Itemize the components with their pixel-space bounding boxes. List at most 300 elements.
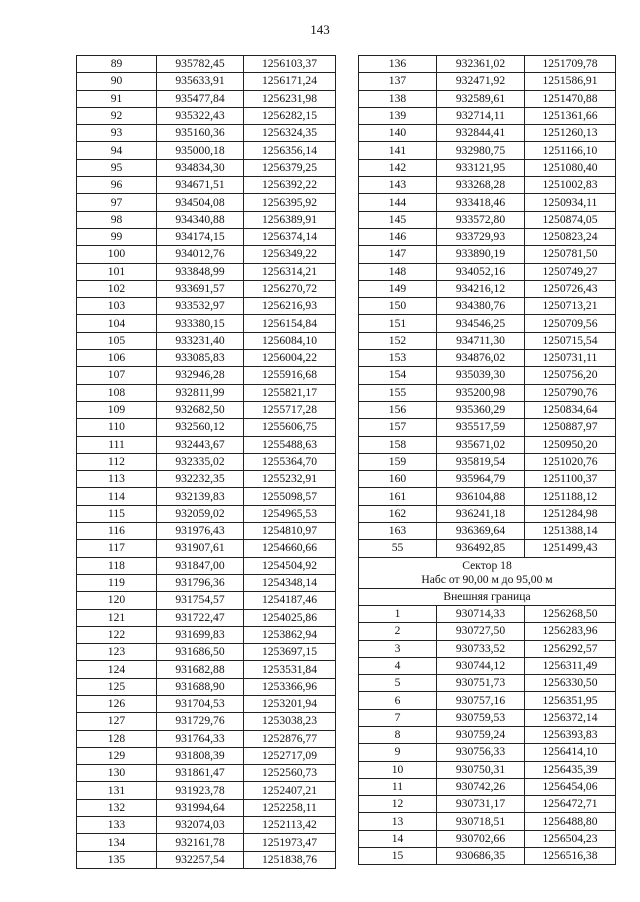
x-coordinate: 931994,64	[157, 799, 244, 816]
y-coordinate: 1255821,17	[244, 384, 336, 401]
x-coordinate: 931688,90	[157, 678, 244, 695]
y-coordinate: 1256374,14	[244, 228, 336, 245]
table-row	[359, 280, 616, 297]
point-number: 98	[77, 211, 157, 228]
y-coordinate: 1255488,63	[244, 436, 336, 453]
table-row	[359, 177, 616, 194]
table-row	[77, 678, 336, 695]
table-row	[77, 834, 336, 851]
table-row	[359, 540, 616, 557]
table-row	[77, 540, 336, 557]
y-coordinate: 1251973,47	[244, 834, 336, 851]
point-number: 2	[359, 623, 437, 640]
table-row	[359, 657, 616, 674]
table-row	[359, 848, 616, 865]
point-number: 139	[359, 107, 437, 124]
y-coordinate: 1250709,56	[525, 315, 616, 332]
table-row	[359, 744, 616, 761]
x-coordinate: 935360,29	[437, 401, 525, 418]
boundary-header-row	[359, 588, 616, 605]
x-coordinate: 930727,50	[437, 623, 525, 640]
x-coordinate: 932946,28	[157, 367, 244, 384]
point-number: 94	[77, 142, 157, 159]
y-coordinate: 1252717,09	[244, 747, 336, 764]
y-coordinate: 1250726,43	[525, 280, 616, 297]
x-coordinate: 935000,18	[157, 142, 244, 159]
y-coordinate: 1250823,24	[525, 228, 616, 245]
point-number: 3	[359, 640, 437, 657]
x-coordinate: 932811,99	[157, 384, 244, 401]
x-coordinate: 930759,53	[437, 709, 525, 726]
y-coordinate: 1251838,76	[244, 851, 336, 868]
point-number: 118	[77, 557, 157, 574]
table-row	[77, 453, 336, 470]
x-coordinate: 932361,02	[437, 56, 525, 73]
x-coordinate: 932074,03	[157, 817, 244, 834]
x-coordinate: 932471,92	[437, 73, 525, 90]
point-number: 148	[359, 263, 437, 280]
y-coordinate: 1250749,27	[525, 263, 616, 280]
y-coordinate: 1256268,50	[525, 605, 616, 622]
point-number: 115	[77, 505, 157, 522]
y-coordinate: 1250781,50	[525, 246, 616, 263]
point-number: 8	[359, 726, 437, 743]
point-number: 90	[77, 73, 157, 90]
point-number: 144	[359, 194, 437, 211]
table-row	[77, 419, 336, 436]
point-number: 152	[359, 332, 437, 349]
point-number: 138	[359, 90, 437, 107]
point-number: 11	[359, 778, 437, 795]
point-number: 9	[359, 744, 437, 761]
table-row	[359, 332, 616, 349]
point-number: 101	[77, 263, 157, 280]
point-number: 141	[359, 142, 437, 159]
table-row	[77, 747, 336, 764]
point-number: 92	[77, 107, 157, 124]
y-coordinate: 1250731,11	[525, 350, 616, 367]
y-coordinate: 1256154,84	[244, 315, 336, 332]
table-row	[359, 384, 616, 401]
point-number: 116	[77, 523, 157, 540]
point-number: 126	[77, 695, 157, 712]
x-coordinate: 931754,57	[157, 592, 244, 609]
x-coordinate: 934012,76	[157, 246, 244, 263]
table-row	[359, 778, 616, 795]
x-coordinate: 935322,43	[157, 107, 244, 124]
y-coordinate: 1251166,10	[525, 142, 616, 159]
point-number: 103	[77, 298, 157, 315]
y-coordinate: 1256454,06	[525, 778, 616, 795]
sector-header-row	[359, 557, 616, 588]
table-row	[359, 315, 616, 332]
point-number: 55	[359, 540, 437, 557]
point-number: 125	[77, 678, 157, 695]
x-coordinate: 934876,02	[437, 350, 525, 367]
sector-height-range: Набс от 90,00 м до 95,00 м	[421, 572, 553, 586]
point-number: 110	[77, 419, 157, 436]
point-number: 136	[359, 56, 437, 73]
x-coordinate: 930731,17	[437, 796, 525, 813]
x-coordinate: 931729,76	[157, 713, 244, 730]
x-coordinate: 931808,39	[157, 747, 244, 764]
table-row	[77, 799, 336, 816]
x-coordinate: 935477,84	[157, 90, 244, 107]
x-coordinate: 933572,80	[437, 211, 525, 228]
x-coordinate: 933268,28	[437, 177, 525, 194]
table-row	[77, 367, 336, 384]
table-row	[77, 436, 336, 453]
x-coordinate: 935964,79	[437, 471, 525, 488]
table-row	[77, 211, 336, 228]
y-coordinate: 1255916,68	[244, 367, 336, 384]
y-coordinate: 1250887,97	[525, 419, 616, 436]
x-coordinate: 930733,52	[437, 640, 525, 657]
point-number: 149	[359, 280, 437, 297]
page-number: 143	[310, 22, 330, 37]
y-coordinate: 1255717,28	[244, 401, 336, 418]
y-coordinate: 1256392,22	[244, 177, 336, 194]
table-row	[359, 830, 616, 847]
table-row	[77, 557, 336, 574]
table-row	[77, 228, 336, 245]
point-number: 14	[359, 830, 437, 847]
point-number: 108	[77, 384, 157, 401]
table-row	[77, 592, 336, 609]
x-coordinate: 932682,50	[157, 401, 244, 418]
point-number: 114	[77, 488, 157, 505]
point-number: 143	[359, 177, 437, 194]
table-row	[359, 675, 616, 692]
point-number: 129	[77, 747, 157, 764]
point-number: 112	[77, 453, 157, 470]
y-coordinate: 1251470,88	[525, 90, 616, 107]
point-number: 10	[359, 761, 437, 778]
point-number: 124	[77, 661, 157, 678]
table-row	[77, 782, 336, 799]
table-row	[77, 280, 336, 297]
x-coordinate: 930718,51	[437, 813, 525, 830]
y-coordinate: 1256270,72	[244, 280, 336, 297]
x-coordinate: 935517,59	[437, 419, 525, 436]
x-coordinate: 934711,30	[437, 332, 525, 349]
point-number: 117	[77, 540, 157, 557]
table-row	[77, 401, 336, 418]
x-coordinate: 934504,08	[157, 194, 244, 211]
x-coordinate: 931682,88	[157, 661, 244, 678]
point-number: 163	[359, 523, 437, 540]
x-coordinate: 936241,18	[437, 505, 525, 522]
table-row	[77, 56, 336, 73]
y-coordinate: 1256292,57	[525, 640, 616, 657]
point-number: 104	[77, 315, 157, 332]
y-coordinate: 1254810,97	[244, 523, 336, 540]
point-number: 121	[77, 609, 157, 626]
point-number: 137	[359, 73, 437, 90]
y-coordinate: 1256389,91	[244, 211, 336, 228]
y-coordinate: 1256231,98	[244, 90, 336, 107]
table-row	[77, 765, 336, 782]
sector-title: Сектор 18	[462, 558, 512, 572]
point-number: 100	[77, 246, 157, 263]
y-coordinate: 1253697,15	[244, 644, 336, 661]
point-number: 4	[359, 657, 437, 674]
y-coordinate: 1256504,23	[525, 830, 616, 847]
point-number: 151	[359, 315, 437, 332]
x-coordinate: 930759,24	[437, 726, 525, 743]
table-row	[359, 453, 616, 470]
x-coordinate: 934834,30	[157, 159, 244, 176]
point-number: 147	[359, 246, 437, 263]
y-coordinate: 1256216,93	[244, 298, 336, 315]
y-coordinate: 1254187,46	[244, 592, 336, 609]
x-coordinate: 932980,75	[437, 142, 525, 159]
x-coordinate: 932161,78	[157, 834, 244, 851]
y-coordinate: 1256349,22	[244, 246, 336, 263]
y-coordinate: 1250934,11	[525, 194, 616, 211]
table-row	[359, 605, 616, 622]
point-number: 150	[359, 298, 437, 315]
x-coordinate: 931722,47	[157, 609, 244, 626]
y-coordinate: 1253366,96	[244, 678, 336, 695]
x-coordinate: 935200,98	[437, 384, 525, 401]
point-number: 109	[77, 401, 157, 418]
table-row	[359, 142, 616, 159]
x-coordinate: 931861,47	[157, 765, 244, 782]
point-number: 131	[77, 782, 157, 799]
point-number: 1	[359, 605, 437, 622]
y-coordinate: 1250950,20	[525, 436, 616, 453]
table-row	[77, 298, 336, 315]
point-number: 5	[359, 675, 437, 692]
x-coordinate: 932589,61	[437, 90, 525, 107]
x-coordinate: 934052,16	[437, 263, 525, 280]
table-row	[359, 640, 616, 657]
table-row	[77, 817, 336, 834]
y-coordinate: 1251284,98	[525, 505, 616, 522]
point-number: 157	[359, 419, 437, 436]
table-row	[77, 350, 336, 367]
point-number: 160	[359, 471, 437, 488]
x-coordinate: 930714,33	[437, 605, 525, 622]
table-row	[359, 159, 616, 176]
y-coordinate: 1251709,78	[525, 56, 616, 73]
x-coordinate: 933121,95	[437, 159, 525, 176]
x-coordinate: 935039,30	[437, 367, 525, 384]
y-coordinate: 1251100,37	[525, 471, 616, 488]
x-coordinate: 935633,91	[157, 73, 244, 90]
table-row	[359, 125, 616, 142]
y-coordinate: 1252560,73	[244, 765, 336, 782]
point-number: 102	[77, 280, 157, 297]
table-row	[77, 851, 336, 868]
y-coordinate: 1256379,25	[244, 159, 336, 176]
y-coordinate: 1256324,35	[244, 125, 336, 142]
y-coordinate: 1256395,92	[244, 194, 336, 211]
y-coordinate: 1251388,14	[525, 523, 616, 540]
point-number: 127	[77, 713, 157, 730]
point-number: 133	[77, 817, 157, 834]
y-coordinate: 1251361,66	[525, 107, 616, 124]
x-coordinate: 935782,45	[157, 56, 244, 73]
y-coordinate: 1250715,54	[525, 332, 616, 349]
y-coordinate: 1256311,49	[525, 657, 616, 674]
x-coordinate: 931686,50	[157, 644, 244, 661]
point-number: 162	[359, 505, 437, 522]
point-number: 158	[359, 436, 437, 453]
point-number: 134	[77, 834, 157, 851]
y-coordinate: 1256393,83	[525, 726, 616, 743]
table-row	[359, 246, 616, 263]
coordinates-table-left	[76, 55, 336, 869]
point-number: 93	[77, 125, 157, 142]
point-number: 140	[359, 125, 437, 142]
table-row	[77, 384, 336, 401]
x-coordinate: 933085,83	[157, 350, 244, 367]
table-row	[77, 644, 336, 661]
y-coordinate: 1250834,64	[525, 401, 616, 418]
point-number: 12	[359, 796, 437, 813]
y-coordinate: 1255098,57	[244, 488, 336, 505]
y-coordinate: 1256283,96	[525, 623, 616, 640]
table-row	[359, 436, 616, 453]
table-row	[77, 574, 336, 591]
table-row	[77, 332, 336, 349]
table-row	[359, 813, 616, 830]
point-number: 99	[77, 228, 157, 245]
y-coordinate: 1250790,76	[525, 384, 616, 401]
point-number: 13	[359, 813, 437, 830]
table-row	[77, 246, 336, 263]
x-coordinate: 933890,19	[437, 246, 525, 263]
x-coordinate: 931704,53	[157, 695, 244, 712]
x-coordinate: 932844,41	[437, 125, 525, 142]
y-coordinate: 1251586,91	[525, 73, 616, 90]
x-coordinate: 936369,64	[437, 523, 525, 540]
point-number: 105	[77, 332, 157, 349]
x-coordinate: 933532,97	[157, 298, 244, 315]
point-number: 111	[77, 436, 157, 453]
coordinates-table-right	[358, 55, 616, 865]
y-coordinate: 1254504,92	[244, 557, 336, 574]
x-coordinate: 931847,00	[157, 557, 244, 574]
point-number: 128	[77, 730, 157, 747]
y-coordinate: 1253038,23	[244, 713, 336, 730]
point-number: 156	[359, 401, 437, 418]
y-coordinate: 1256171,24	[244, 73, 336, 90]
x-coordinate: 930686,35	[437, 848, 525, 865]
point-number: 119	[77, 574, 157, 591]
table-row	[359, 726, 616, 743]
y-coordinate: 1256330,50	[525, 675, 616, 692]
table-row	[359, 488, 616, 505]
x-coordinate: 930757,16	[437, 692, 525, 709]
point-number: 155	[359, 384, 437, 401]
y-coordinate: 1253201,94	[244, 695, 336, 712]
x-coordinate: 932335,02	[157, 453, 244, 470]
x-coordinate: 936492,85	[437, 540, 525, 557]
x-coordinate: 934340,88	[157, 211, 244, 228]
table-row	[359, 523, 616, 540]
y-coordinate: 1256356,14	[244, 142, 336, 159]
point-number: 142	[359, 159, 437, 176]
table-row	[359, 709, 616, 726]
table-row	[77, 713, 336, 730]
table-row	[359, 367, 616, 384]
y-coordinate: 1250874,05	[525, 211, 616, 228]
point-number: 113	[77, 471, 157, 488]
y-coordinate: 1254965,53	[244, 505, 336, 522]
y-coordinate: 1252258,11	[244, 799, 336, 816]
x-coordinate: 932139,83	[157, 488, 244, 505]
point-number: 107	[77, 367, 157, 384]
y-coordinate: 1256516,38	[525, 848, 616, 865]
x-coordinate: 934174,15	[157, 228, 244, 245]
y-coordinate: 1253862,94	[244, 626, 336, 643]
table-row	[77, 142, 336, 159]
point-number: 122	[77, 626, 157, 643]
y-coordinate: 1256004,22	[244, 350, 336, 367]
x-coordinate: 932714,11	[437, 107, 525, 124]
table-row	[359, 471, 616, 488]
point-number: 145	[359, 211, 437, 228]
y-coordinate: 1250713,21	[525, 298, 616, 315]
table-row	[359, 692, 616, 709]
table-row	[77, 523, 336, 540]
x-coordinate: 932560,12	[157, 419, 244, 436]
y-coordinate: 1254025,86	[244, 609, 336, 626]
table-row	[359, 194, 616, 211]
point-number: 106	[77, 350, 157, 367]
table-row	[77, 695, 336, 712]
x-coordinate: 931764,33	[157, 730, 244, 747]
x-coordinate: 934546,25	[437, 315, 525, 332]
x-coordinate: 933380,15	[157, 315, 244, 332]
table-row	[77, 125, 336, 142]
table-row	[359, 263, 616, 280]
x-coordinate: 935160,36	[157, 125, 244, 142]
point-number: 153	[359, 350, 437, 367]
x-coordinate: 934380,76	[437, 298, 525, 315]
table-row	[359, 350, 616, 367]
y-coordinate: 1256314,21	[244, 263, 336, 280]
x-coordinate: 930744,12	[437, 657, 525, 674]
table-row	[77, 315, 336, 332]
y-coordinate: 1255232,91	[244, 471, 336, 488]
x-coordinate: 934216,12	[437, 280, 525, 297]
point-number: 123	[77, 644, 157, 661]
x-coordinate: 933691,57	[157, 280, 244, 297]
table-row	[77, 730, 336, 747]
table-row	[359, 90, 616, 107]
y-coordinate: 1256414,10	[525, 744, 616, 761]
y-coordinate: 1256084,10	[244, 332, 336, 349]
x-coordinate: 930756,33	[437, 744, 525, 761]
y-coordinate: 1251188,12	[525, 488, 616, 505]
table-row	[359, 623, 616, 640]
x-coordinate: 935671,02	[437, 436, 525, 453]
y-coordinate: 1251260,13	[525, 125, 616, 142]
table-row	[77, 488, 336, 505]
x-coordinate: 931796,36	[157, 574, 244, 591]
point-number: 135	[77, 851, 157, 868]
y-coordinate: 1251020,76	[525, 453, 616, 470]
point-number: 154	[359, 367, 437, 384]
table-row	[359, 73, 616, 90]
y-coordinate: 1255606,75	[244, 419, 336, 436]
point-number: 15	[359, 848, 437, 865]
y-coordinate: 1252876,77	[244, 730, 336, 747]
